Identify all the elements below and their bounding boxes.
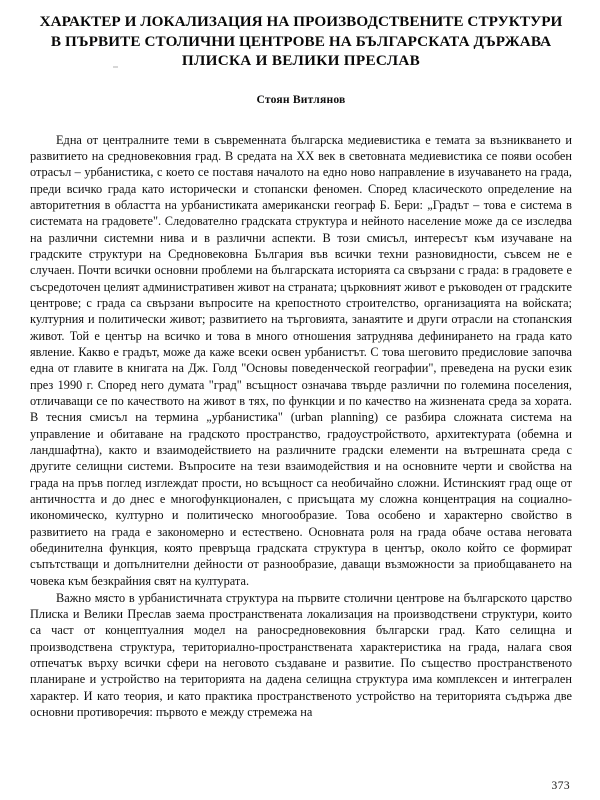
article-author: Стоян Витлянов — [256, 92, 346, 106]
article-title — [30, 12, 572, 71]
page-number: 373 — [551, 780, 570, 792]
body-paragraph-2: Важно място в урбанистичната структура на първите столични центрове на българското царство Плиска и Велики Преслав заема пространствената локализация на производствени структури, които са част от концептуалния модел на раносредновековния български град. Като селищна и производствена структура, териториално-пространствената характеристика на града, налага своя отпечатък върху всички сфери на неговото създаване и развитие. По същество пространственото планиране и устройство на територията на дадена селищна структура има комплексен и интегрален характер. И като теория, и като практика пространственото устройство на територията съдържа две основни противоречия: първото е между стремежа на — [30, 590, 572, 720]
article-title-line-2: В ПЪРВИТЕ СТОЛИЧНИ ЦЕНТРОВЕ НА БЪЛГАРСКАТА ДЪРЖАВА — [50, 32, 552, 50]
article-body — [30, 132, 572, 721]
body-paragraph-1: Една от централните теми в съвременната българска медиевистика е темата за възникването и развитието на средновековния град. В средата на XX век в световната медиевистика се появи особен отрасъл – урбанистика, с което се поставя началото на едно ново направление в изучаването на града, преди всичко града като исторически и стопански феномен. Според класическото определение на авторитетния в областта на урбанистиката американски географ Б. Бери: „Градът – това е система в системата на градовете". Следователно градската структура и нейното население може да се изследва на различни системни нива и в различни аспекти. В този смисъл, интересът към изучаване на градските структури на Средновековна България във всички техни разновидности, съвсем не е случаен. Почти всички основни проблеми на българската историята са свързани с града: в градовете е съсредоточен целият административен живот на страната; църковният живот е ръководен от градските центрове; с града са свързани въпросите на крепостното строителство, организацията на войската; културния и политически живот; развитието на търговията, занаятите и други отрасли на стопанския живот. Той е център на всичко и това в много отношения затруднява дефинирането на града като явление. Какво е градът, може да каже всеки освен урбанистът. С това шеговито предисловие започва една от главите в книгата на Дж. Голд "Основы поведенческой географии", преведена на руски език през 1990 г. Според него думата "град" всъщност означава твърде различни по големина поселения, отличаващи се по качеството на живот в тях, по функции и по качество на жизнената среда за хората. В тесния смисъл на термина „урбанистика" (urban planning) се разбира сложната система на управление и обитаване на градското пространство, градоустройството, архитектурата (обемна и ландшафтна), както и взаимодействието на различните градски елементи на вътрешната среда с другите селищни системи. Въпросите на тези взаимодействия и на основните черти и свойства на града на пръв поглед изглеждат прости, но всъщност са необичайно сложни. Истинският град още от античността и до днес е многофункционален, с присъщата му сложна концентрация на социално-икономическо, културно и политическо многообразие. Това особено и характерно свойство в развитието на града е закономерно и естествено. Основната роля на града обаче остава неговата обединителна функция, която превръща градската структура в център, около който се формират съпътстващи и допълнителни дейности от разнообразие, даващи възможности за приобщаването на човека към безкрайния свят на културата. — [30, 132, 572, 588]
article-title-line-1: ХАРАКТЕР И ЛОКАЛИЗАЦИЯ НА ПРОИЗВОДСТВЕНИТЕ СТРУКТУРИ — [39, 13, 563, 30]
article-title-line-3: ПЛИСКА И ВЕЛИКИ ПРЕСЛАВ — [181, 52, 421, 69]
scan-artifact-speck — [113, 66, 118, 68]
